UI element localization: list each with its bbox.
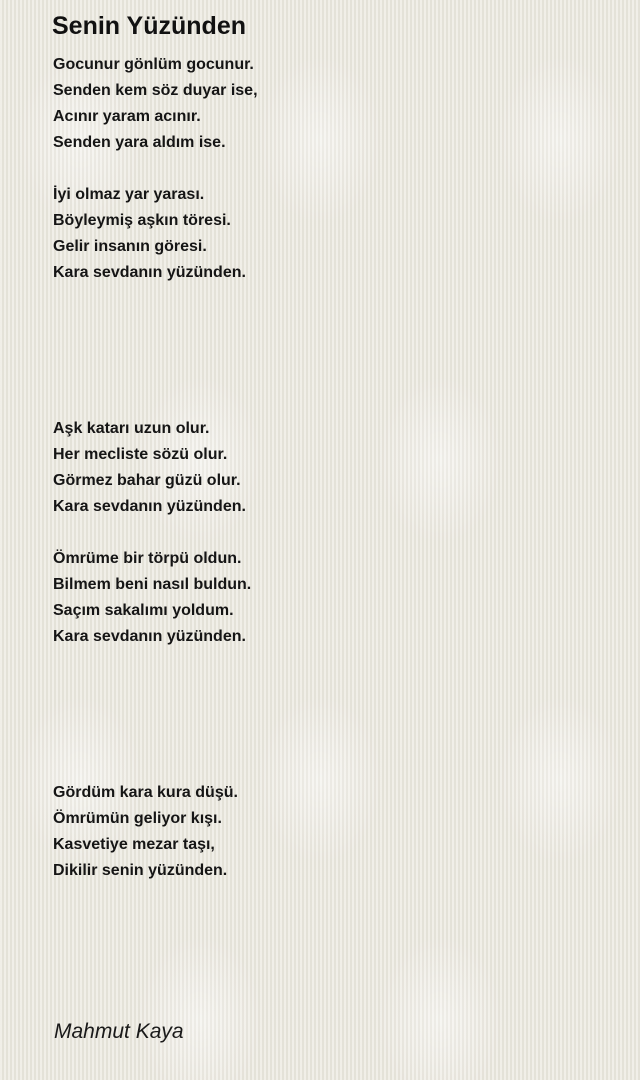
stanza-3 — [53, 416, 613, 520]
poem-line: Kasvetiye mezar taşı, — [53, 836, 215, 853]
stanza-1 — [53, 52, 613, 156]
poem-line: Kara sevdanın yüzünden. — [53, 498, 246, 515]
poem-body — [53, 52, 613, 884]
poem-line: Saçım sakalımı yoldum. — [53, 602, 234, 619]
poem-line: Gördüm kara kura düşü. — [53, 784, 238, 801]
poem-line: Gelir insanın göresi. — [53, 238, 207, 255]
poem-line: Kara sevdanın yüzünden. — [53, 628, 246, 645]
poem-line: Senden kem söz duyar ise, — [53, 82, 258, 99]
author-name: Mahmut Kaya — [54, 1020, 184, 1043]
poem-line: Görmez bahar güzü olur. — [53, 472, 241, 489]
poem-line: Ömrümün geliyor kışı. — [53, 810, 222, 827]
poem-line: Senden yara aldım ise. — [53, 134, 226, 151]
stanza-5 — [53, 780, 613, 884]
poem-line: Ömrüme bir törpü oldun. — [53, 550, 242, 567]
section-gap — [53, 650, 613, 780]
poem-line: Acınır yaram acınır. — [53, 108, 201, 125]
poem-line: Böyleymiş aşkın töresi. — [53, 212, 231, 229]
poem-title: Senin Yüzünden — [52, 12, 246, 40]
stanza-4 — [53, 546, 613, 650]
poem-line: İyi olmaz yar yarası. — [53, 186, 205, 203]
poem-line: Bilmem beni nasıl buldun. — [53, 576, 252, 593]
section-gap — [53, 286, 613, 416]
poem-line: Kara sevdanın yüzünden. — [53, 264, 246, 281]
stanza-gap — [53, 156, 613, 182]
poem-line: Dikilir senin yüzünden. — [53, 862, 228, 879]
poem-line: Aşk katarı uzun olur. — [53, 420, 210, 437]
stanza-2 — [53, 182, 613, 286]
stanza-gap — [53, 520, 613, 546]
poem-line: Gocunur gönlüm gocunur. — [53, 56, 254, 73]
poem-line: Her mecliste sözü olur. — [53, 446, 228, 463]
